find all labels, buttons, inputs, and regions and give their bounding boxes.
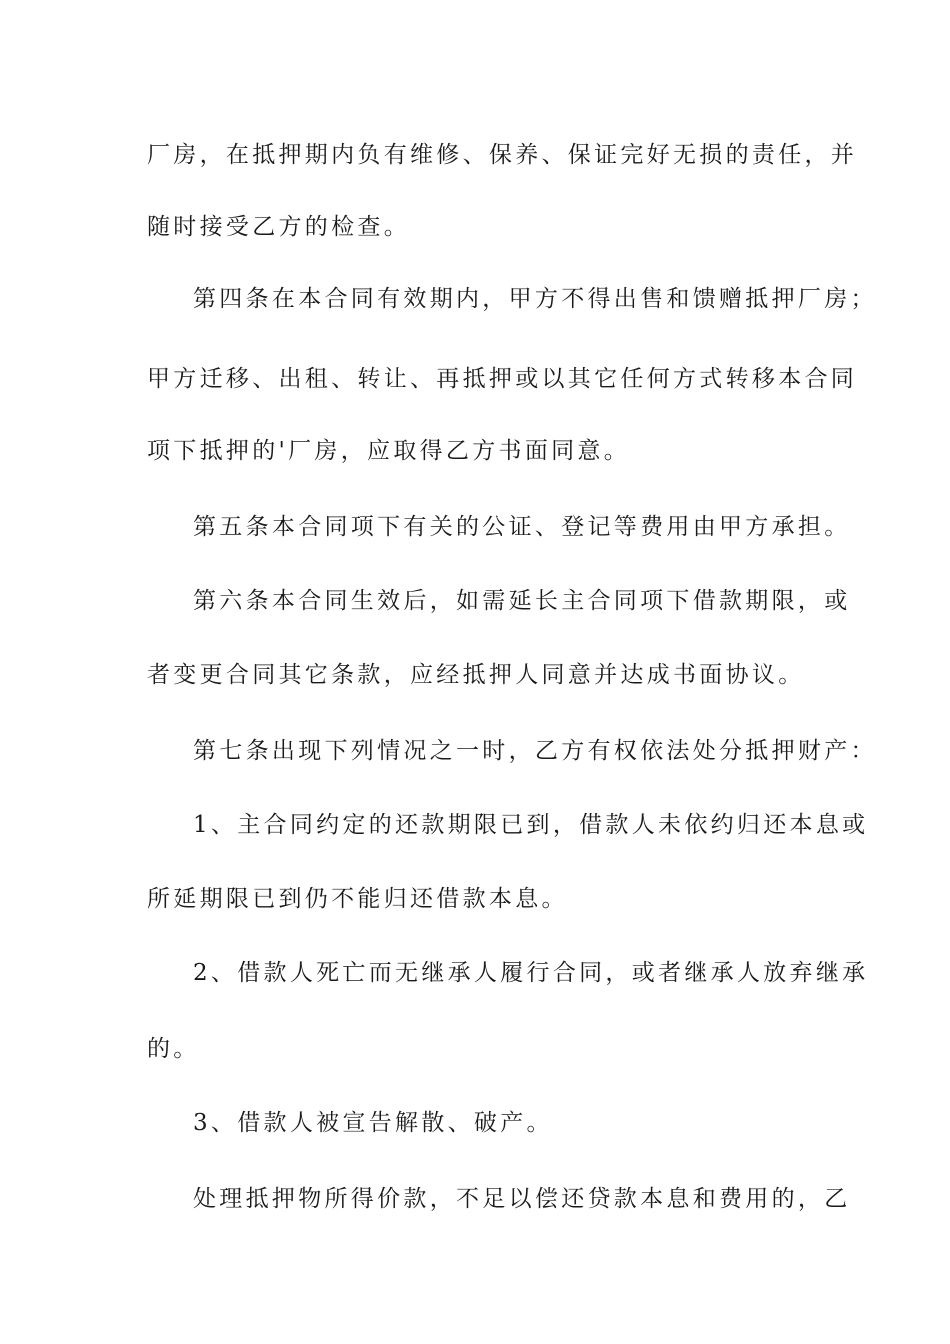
text-line: 厂房，在抵押期内负有维修、保养、保证完好无损的责任，并	[147, 142, 858, 168]
text-line: 所延期限已到仍不能归还借款本息。	[147, 886, 568, 912]
text-line: 项下抵押的'厂房，应取得乙方书面同意。	[147, 438, 631, 464]
text-line: 甲方迁移、出租、转让、再抵押或以其它任何方式转移本合同	[147, 366, 858, 392]
paragraph-disposal: 处理抵押物所得价款，不足以偿还贷款本息和费用的，乙	[193, 1186, 851, 1212]
text-line: 的。	[147, 1036, 200, 1062]
list-item-2: 2、借款人死亡而无继承人履行合同，或者继承人放弃继承	[193, 960, 869, 986]
paragraph-article-7: 第七条出现下列情况之一时，乙方有权依法处分抵押财产：	[193, 738, 877, 764]
paragraph-article-5: 第五条本合同项下有关的公证、登记等费用由甲方承担。	[193, 514, 851, 540]
list-item-1: 1、主合同约定的还款期限已到，借款人未依约归还本息或	[193, 812, 869, 838]
text-line: 随时接受乙方的检查。	[147, 214, 410, 240]
text-line: 者变更合同其它条款，应经抵押人同意并达成书面协议。	[147, 662, 805, 688]
list-item-3: 3、借款人被宣告解散、破产。	[193, 1110, 553, 1136]
paragraph-article-4: 第四条在本合同有效期内，甲方不得出售和馈赠抵押厂房；	[193, 286, 877, 312]
paragraph-article-6: 第六条本合同生效后，如需延长主合同项下借款期限，或	[193, 588, 851, 614]
